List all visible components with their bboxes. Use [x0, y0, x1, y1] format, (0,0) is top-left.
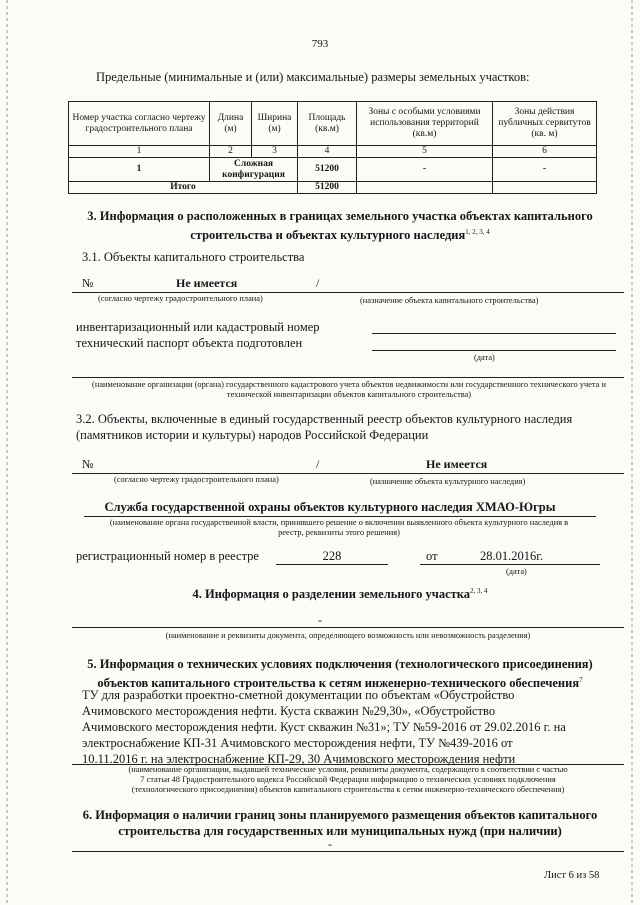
- registry-date: 28.01.2016г.: [480, 549, 544, 563]
- total-empty-5: [357, 182, 493, 194]
- th-plot-number: Номер участка согласно чертежу градостроительного плана: [69, 102, 210, 146]
- row-plot-number: 1: [69, 158, 210, 182]
- section-3-title-line1: 3. Информация о расположенных в границах земельного участка объектах капитального: [87, 209, 593, 223]
- registry-number: 228: [322, 549, 342, 563]
- section-5-footnote: 7: [579, 676, 583, 684]
- s31-value: Не имеется: [176, 276, 238, 290]
- left-scan-edge: [6, 0, 8, 905]
- right-scan-edge: [631, 0, 633, 905]
- registry-date-caption: (дата): [506, 567, 527, 576]
- section-6-title: [60, 807, 620, 839]
- col-num-6: 6: [493, 146, 597, 158]
- registry-from: от: [426, 549, 438, 563]
- col-num-5: 5: [357, 146, 493, 158]
- registry-number-line: [276, 564, 388, 565]
- section-3-footnotes: 1, 2, 3, 4: [465, 228, 490, 236]
- passport-date-line: [372, 350, 616, 351]
- s5-line-4: электроснабжение КП-31 Ачимовского месторождения нефти, ТУ №439-2016 от: [82, 736, 513, 750]
- s31-caption-org: (наименование организации (органа) государственного кадастрового учета объектов недвижимости или государственного технического учета и технической инвентаризации объектов капитального строительства): [92, 380, 606, 399]
- section-6-title-line2: строительства для государственных или муниципальных нужд (при наличии): [118, 824, 562, 838]
- authority-caption: (наименование органа государственной власти, принявшего решение о включении выявленного объекта культурного наследия в реестр, реквизиты этого решения): [109, 518, 569, 537]
- section-5-title-line2: объектов капитального строительства к сетям инженерно-технического обеспечения: [97, 676, 580, 691]
- s31-caption-drawing: (согласно чертежу градостроительного плана): [98, 294, 263, 303]
- authority-underline: [84, 516, 596, 517]
- row-shape: Сложная конфигурация: [210, 158, 298, 182]
- section-5-caption: [72, 765, 624, 795]
- th-servitudes: Зоны действия публичных сервитутов (кв. м): [493, 102, 597, 146]
- s31-number-sign: №: [82, 276, 94, 290]
- s32-caption-drawing: (согласно чертежу градостроительного плана): [114, 475, 279, 484]
- s32-slash: /: [316, 457, 320, 471]
- col-num-2: 2: [210, 146, 252, 158]
- total-label: Итого: [69, 182, 298, 194]
- th-area: Площадь (кв.м): [298, 102, 357, 146]
- section-3-2-title: 3.2. Объекты, включенные в единый государственный реестр объектов культурного наследия (памятников истории и культуры) народов Российской Федерации: [76, 412, 573, 442]
- org-line: [72, 377, 624, 378]
- section-4-caption: (наименование и реквизиты документа, определяющего возможность или невозможность разделения): [165, 631, 531, 640]
- th-special-zones: Зоны с особыми условиями использования территорий (кв.м): [357, 102, 493, 146]
- section-5-title-line1: 5. Информация о технических условиях подключения (технологического присоединения): [87, 657, 593, 671]
- section-3-1-title: 3.1. Объекты капитального строительства: [82, 250, 305, 264]
- s5-caption-1: (наименование организации, выдавшей технические условия, реквизиты документа, содержащего в соответствии с частью: [128, 765, 568, 774]
- col-num-3: 3: [252, 146, 298, 158]
- s31-slash: /: [316, 276, 320, 290]
- inventory-number-line: [372, 333, 616, 334]
- section-4-footnotes: 2, 3, 4: [470, 587, 488, 595]
- col-num-4: 4: [298, 146, 357, 158]
- page-number: 793: [311, 38, 329, 50]
- registry-label: регистрационный номер в реестре: [76, 549, 259, 563]
- section-6-dash: -: [328, 837, 332, 851]
- section-3-title: [60, 208, 620, 243]
- total-empty-6: [493, 182, 597, 194]
- s32-value: Не имеется: [426, 457, 488, 471]
- plot-size-table: [68, 101, 597, 194]
- section-4-dash: -: [318, 613, 322, 627]
- total-area: 51200: [298, 182, 357, 194]
- row-servitudes: -: [493, 158, 597, 182]
- th-width: Ширина (м): [252, 102, 298, 146]
- row-area: 51200: [298, 158, 357, 182]
- s31-underline: [72, 292, 624, 293]
- section-4-title-text: 4. Информация о разделении земельного участка: [192, 587, 471, 602]
- s5-caption-2: 7 статьи 48 Градостроительного кодекса Российской Федерации информацию о технических условиях подключения: [140, 775, 556, 784]
- section-6-title-line1: 6. Информация о наличии границ зоны планируемого размещения объектов капитального: [82, 808, 598, 822]
- s5-line-1: ТУ для разработки проектно-сметной документации по объектам «Обустройство: [82, 688, 515, 702]
- s31-caption-purpose: (назначение объекта капитального строительства): [360, 296, 539, 305]
- authority-name: Служба государственной охраны объектов культурного наследия ХМАО-Югры: [104, 500, 556, 514]
- section-5-text: [82, 687, 612, 767]
- s5-caption-3: (технологического присоединения) объектов капитального строительства к сетям инженерно-технического обеспечения): [131, 785, 565, 794]
- row-special-zones: -: [357, 158, 493, 182]
- s5-line-2: Ачимовского месторождения нефти. Куста скважин №29,30», «Обустройство: [82, 704, 496, 718]
- inventory-line-1: инвентаризационный или кадастровый номер: [76, 320, 320, 334]
- sheet-footer: Лист 6 из 58: [544, 870, 600, 881]
- registry-date-line: [420, 564, 600, 565]
- section-3-title-line2: строительства и объектах культурного наследия: [190, 228, 466, 243]
- inventory-line-2: технический паспорт объекта подготовлен: [76, 336, 303, 350]
- s31-caption-date: (дата): [474, 353, 495, 362]
- section-5-title: [60, 656, 620, 691]
- s32-underline: [72, 473, 624, 474]
- th-length: Длина (м): [210, 102, 252, 146]
- section-6-underline: [72, 851, 624, 852]
- intro-text: Предельные (минимальные и (или) максимальные) размеры земельных участков:: [96, 70, 530, 84]
- s5-line-5: 10.11.2016 г. на электроснабжение КП-29, 30 Ачимовского месторождения нефти: [82, 752, 516, 766]
- section-4-title: [60, 587, 620, 602]
- col-num-1: 1: [69, 146, 210, 158]
- section-4-underline: [72, 627, 624, 628]
- s32-number-sign: №: [82, 457, 94, 471]
- s32-caption-purpose: (назначение объекта культурного наследия): [370, 477, 526, 486]
- s5-line-3: Ачимовского месторождения нефти. Куст скважин №31»; ТУ №59-2016 от 29.02.2016 г. на: [82, 720, 566, 734]
